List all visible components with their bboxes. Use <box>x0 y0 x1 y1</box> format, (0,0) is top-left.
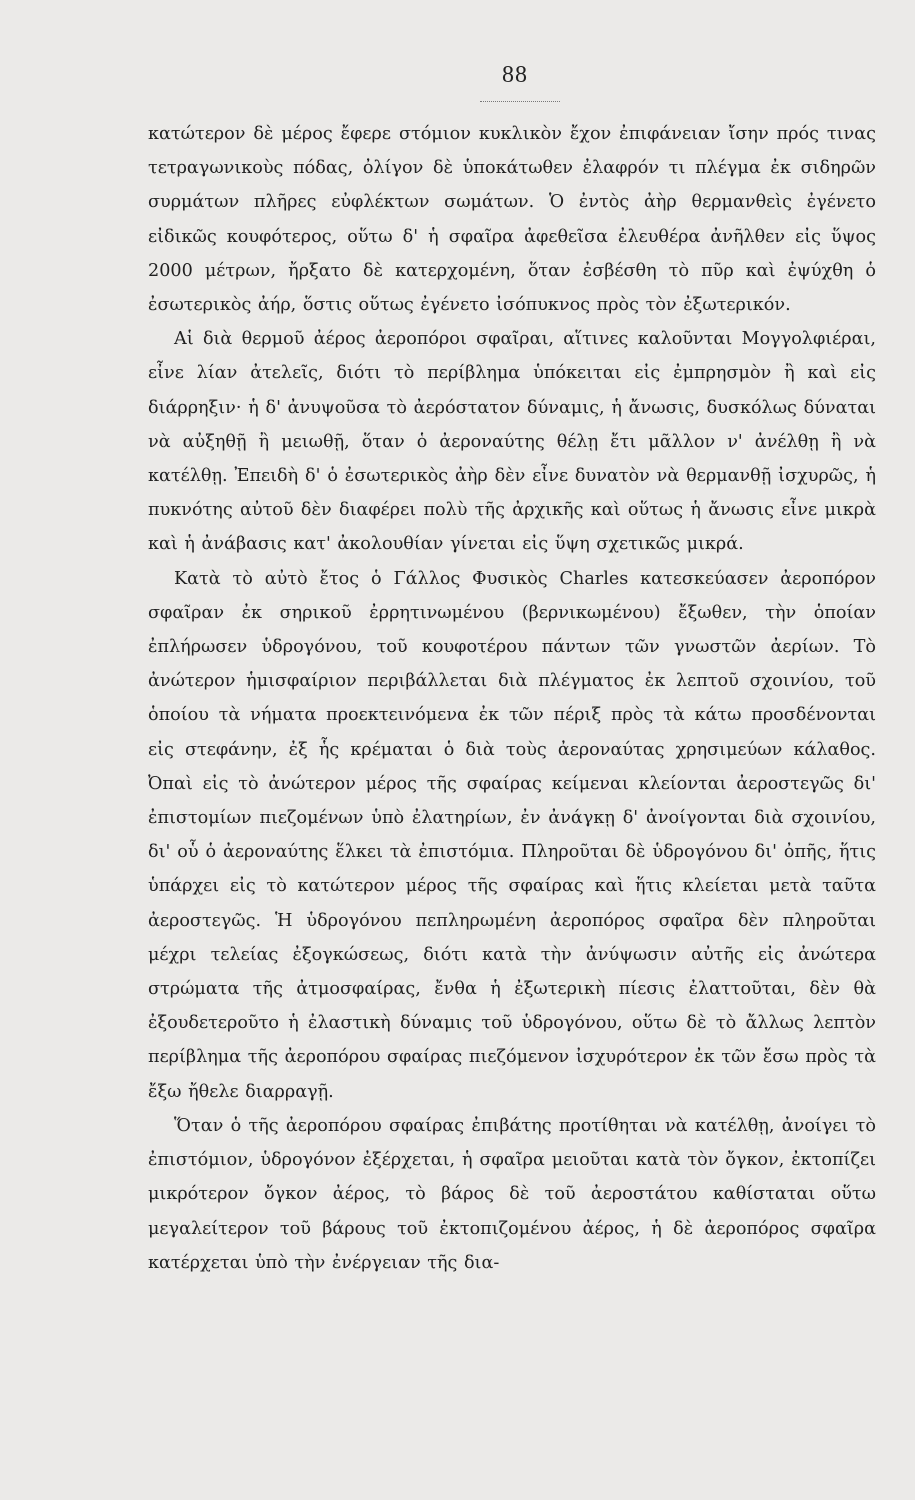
paragraph-3: Κατὰ τὸ αὐτὸ ἔτος ὁ Γάλλος Φυσικὸς Charles κατεσκεύασεν ἀεροπόρον σφαῖραν ἐκ σηρικοῦ ἐρρητινωμένου (βερνικωμένου) ἔξωθεν, τὴν ὁποίαν ἐπλήρωσεν ὑδρογόνου, τοῦ κουφοτέρου πάντων τῶν γνωστῶν ἀερίων. Τὸ ἀνώτερον ἡμισφαίριον περιβάλλεται διὰ πλέγματος ἐκ λεπτοῦ σχοινίου, τοῦ ὁποίου τὰ νήματα προεκτεινόμενα ἐκ τῶν πέριξ πρὸς τὰ κάτω προσδένονται εἰς στεφάνην, ἐξ ἧς κρέμαται ὁ διὰ τοὺς ἀεροναύτας χρησιμεύων κάλαθος. Ὀπαὶ εἰς τὸ ἀνώτερον μέρος τῆς σφαίρας κείμεναι κλείονται ἀεροστεγῶς δι' ἐπιστομίων πιεζομένων ὑπὸ ἐλατηρίων, ἐν ἀνάγκῃ δ' ἀνοίγονται διὰ σχοινίου, δι' οὗ ὁ ἀεροναύτης ἕλκει τὰ ἐπιστόμια. Πληροῦται δὲ ὑδρογόνου δι' ὀπῆς, ἥτις ὑπάρχει εἰς τὸ κατώτερον μέρος τῆς σφαίρας καὶ ἥτις κλείεται μετὰ ταῦτα ἀεροστεγῶς. Ἡ ὑδρογόνου πεπληρωμένη ἀεροπόρος σφαῖρα δὲν πληροῦται μέχρι τελείας ἐξογκώσεως, διότι κατὰ τὴν ἀνύψωσιν αὐτῆς εἰς ἀνώτερα στρώματα τῆς ἀτμοσφαίρας, ἔνθα ἡ ἐξωτερικὴ πίεσις ἐλαττοῦται, δὲν θὰ ἐξουδετεροῦτο ἡ ἐλαστικὴ δύναμις τοῦ ὑδρογόνου, οὕτω δὲ τὸ ἄλλως λεπτὸν περίβλημα τῆς ἀεροπόρου σφαίρας πιεζόμενον ἰσχυρότερον ἐκ τῶν ἔσω πρὸς τὰ ἔξω ἤθελε διαρραγῇ. <box>148 568 876 1102</box>
page-number-rule <box>480 101 560 102</box>
page-number: 88 <box>502 62 528 88</box>
paragraph-1: κατώτερον δὲ μέρος ἔφερε στόμιον κυκλικὸν ἔχον ἐπιφάνειαν ἴσην πρός τινας τετραγωνικοὺς πόδας, ὀλίγον δὲ ὑποκάτωθεν ἐλαφρόν τι πλέγμα ἐκ σιδηρῶν συρμάτων πλῆρες εὐφλέκτων σωμάτων. Ὁ ἐντὸς ἀὴρ θερμανθεὶς ἐγένετο εἰδικῶς κουφότερος, οὕτω δ' ἡ σφαῖρα ἀφεθεῖσα ἐλευθέρα ἀνῆλθεν εἰς ὕψος 2000 μέτρων, ἤρξατο δὲ κατερχομένη, ὅταν ἐσβέσθη τὸ πῦρ καὶ ἐψύχθη ὁ ἐσωτερικὸς ἀήρ, ὅστις οὕτως ἐγένετο ἰσόπυκνος πρὸς τὸν ἐξωτερικόν. <box>148 124 876 316</box>
paragraph-4: Ὅταν ὁ τῆς ἀεροπόρου σφαίρας ἐπιβάτης προτίθηται νὰ κατέλθῃ, ἀνοίγει τὸ ἐπιστόμιον, ὑδρογόνον ἐξέρχεται, ἡ σφαῖρα μειοῦται κατὰ τὸν ὄγκον, ἐκτοπίζει μικρότερον ὄγκον ἀέρος, τὸ βάρος δὲ τοῦ ἀεροστάτου καθίσταται οὕτω μεγαλείτερον τοῦ βάρους τοῦ ἐκτοπιζομένου ἀέρος, ἡ δὲ ἀεροπόρος σφαῖρα κατέρχεται ὑπὸ τὴν ἐνέργειαν τῆς δια- <box>148 1115 876 1273</box>
paragraph-2: Αἱ διὰ θερμοῦ ἀέρος ἀεροπόροι σφαῖραι, αἵτινες καλοῦνται Μογγολφιέραι, εἶνε λίαν ἀτελεῖς, διότι τὸ περίβλημα ὑπόκειται εἰς ἐμπρησμὸν ἢ καὶ εἰς διάρρηξιν· ἡ δ' ἀνυψοῦσα τὸ ἀερόστατον δύναμις, ἡ ἄνωσις, δυσκόλως δύναται νὰ αὐξηθῇ ἢ μειωθῇ, ὅταν ὁ ἀεροναύτης θέλῃ ἔτι μᾶλλον ν' ἀνέλθῃ ἢ νὰ κατέλθῃ. Ἐπειδὴ δ' ὁ ἐσωτερικὸς ἀὴρ δὲν εἶνε δυνατὸν νὰ θερμανθῇ ἰσχυρῶς, ἡ πυκνότης αὐτοῦ δὲν διαφέρει πολὺ τῆς ἀρχικῆς καὶ οὕτως ἡ ἄνωσις εἶνε μικρὰ καὶ ἡ ἀνάβασις κατ' ἀκολουθίαν γίνεται εἰς ὕψη σχετικῶς μικρά. <box>148 329 876 555</box>
body-text <box>148 117 876 1280</box>
